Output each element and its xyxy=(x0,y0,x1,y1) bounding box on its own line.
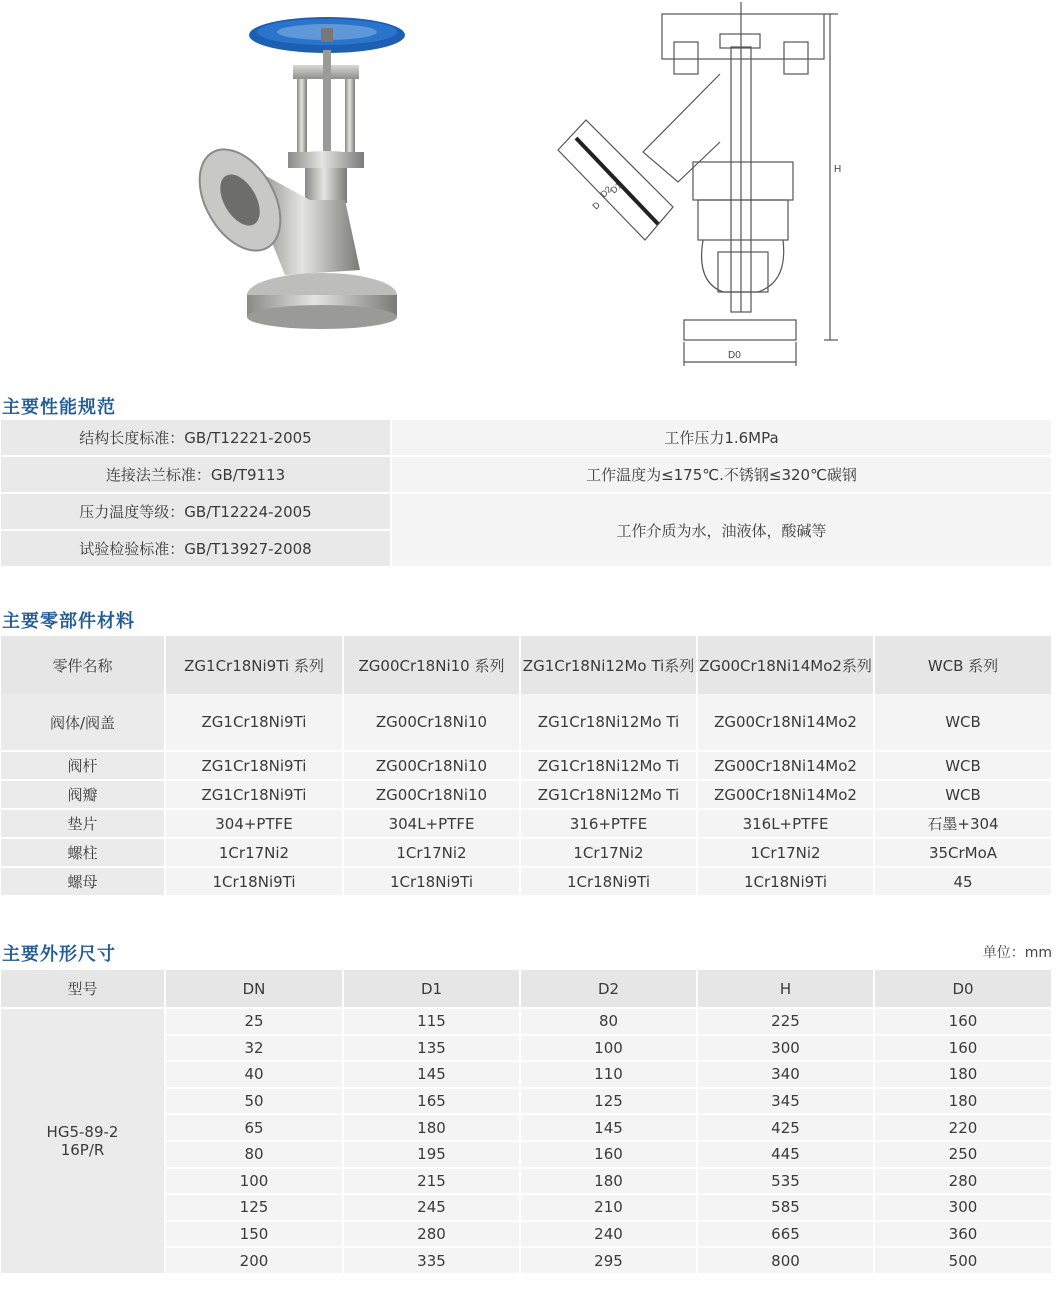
table-cell: ZG1Cr18Ni9Ti xyxy=(165,751,343,780)
table-cell: WCB xyxy=(874,751,1051,780)
table-cell: 32 xyxy=(165,1035,343,1062)
table-cell: 160 xyxy=(520,1141,697,1168)
table-cell: 150 xyxy=(165,1221,343,1248)
table-cell: 304+PTFE xyxy=(165,809,343,838)
table-row xyxy=(1,751,1051,780)
table-cell: ZG00Cr18Ni10 xyxy=(343,780,520,809)
table-cell: ZG1Cr18Ni12Mo Ti xyxy=(520,694,697,751)
table-cell: 215 xyxy=(343,1168,520,1195)
table-cell: 1Cr18Ni9Ti xyxy=(343,867,520,896)
table-cell: 250 xyxy=(874,1141,1051,1168)
part-name-cell: 垫片 xyxy=(1,809,165,838)
part-name-cell: 螺柱 xyxy=(1,838,165,867)
drawing-label-d0: D0 xyxy=(728,350,741,361)
table-cell: 100 xyxy=(165,1168,343,1195)
table-cell: 1Cr17Ni2 xyxy=(697,838,874,867)
table-cell: 1Cr18Ni9Ti xyxy=(697,867,874,896)
perf-right-cell: 工作介质为水，油液体，酸碱等 xyxy=(391,493,1051,567)
dimensions-table xyxy=(1,970,1051,1275)
column-header: 零件名称 xyxy=(1,636,165,694)
table-row xyxy=(1,780,1051,809)
table-row xyxy=(1,493,1051,530)
table-cell: 180 xyxy=(874,1088,1051,1115)
drawing-label-d2: D2 xyxy=(598,184,614,200)
table-row xyxy=(1,420,1051,456)
table-cell: 40 xyxy=(165,1061,343,1088)
table-cell: 145 xyxy=(520,1114,697,1141)
table-cell: 316+PTFE xyxy=(520,809,697,838)
table-cell: 345 xyxy=(697,1088,874,1115)
table-cell: WCB xyxy=(874,694,1051,751)
table-cell: 500 xyxy=(874,1247,1051,1274)
table-cell: ZG00Cr18Ni10 xyxy=(343,694,520,751)
table-cell: 145 xyxy=(343,1061,520,1088)
table-header-row xyxy=(1,636,1051,694)
model-line-1: HG5-89-2 xyxy=(46,1122,119,1141)
table-cell: 295 xyxy=(520,1247,697,1274)
column-header: ZG1Cr18Ni9Ti 系列 xyxy=(165,636,343,694)
table-cell: 160 xyxy=(874,1008,1051,1035)
table-cell: 280 xyxy=(343,1221,520,1248)
table-cell: 1Cr17Ni2 xyxy=(520,838,697,867)
drawing-label-d: D xyxy=(590,199,603,212)
table-cell: ZG1Cr18Ni9Ti xyxy=(165,780,343,809)
table-cell: 80 xyxy=(165,1141,343,1168)
column-header: ZG00Cr18Ni14Mo2系列 xyxy=(697,636,874,694)
table-cell: 210 xyxy=(520,1194,697,1221)
table-cell: 535 xyxy=(697,1168,874,1195)
table-cell: 445 xyxy=(697,1141,874,1168)
part-name-cell: 螺母 xyxy=(1,867,165,896)
table-cell: 1Cr17Ni2 xyxy=(165,838,343,867)
table-row xyxy=(1,1008,1051,1035)
table-row xyxy=(1,867,1051,896)
column-header: 型号 xyxy=(1,970,165,1008)
table-cell: ZG00Cr18Ni14Mo2 xyxy=(697,694,874,751)
table-cell: 225 xyxy=(697,1008,874,1035)
table-row xyxy=(1,838,1051,867)
table-row xyxy=(1,456,1051,493)
table-cell: 425 xyxy=(697,1114,874,1141)
section-title-dimensions: 主要外形尺寸 xyxy=(2,944,116,965)
section-title-performance: 主要性能规范 xyxy=(2,397,116,418)
column-header: D2 xyxy=(520,970,697,1008)
table-cell: 665 xyxy=(697,1221,874,1248)
table-cell: 800 xyxy=(697,1247,874,1274)
table-cell: 585 xyxy=(697,1194,874,1221)
drawing-label-h: H xyxy=(834,164,842,175)
table-cell: 35CrMoA xyxy=(874,838,1051,867)
perf-left-cell: 压力温度等级：GB/T12224-2005 xyxy=(1,493,391,530)
part-name-cell: 阀体/阀盖 xyxy=(1,694,165,751)
table-cell: 125 xyxy=(165,1194,343,1221)
table-cell: 300 xyxy=(697,1035,874,1062)
table-cell: 280 xyxy=(874,1168,1051,1195)
perf-left-cell: 结构长度标准：GB/T12221-2005 xyxy=(1,420,391,456)
perf-left-cell: 试验检验标准：GB/T13927-2008 xyxy=(1,530,391,567)
table-cell: 195 xyxy=(343,1141,520,1168)
column-header: DN xyxy=(165,970,343,1008)
table-cell: 316L+PTFE xyxy=(697,809,874,838)
column-header: ZG1Cr18Ni12Mo Ti系列 xyxy=(520,636,697,694)
table-cell: 25 xyxy=(165,1008,343,1035)
column-header: D0 xyxy=(874,970,1051,1008)
table-cell: 135 xyxy=(343,1035,520,1062)
table-cell: 304L+PTFE xyxy=(343,809,520,838)
table-cell: 360 xyxy=(874,1221,1051,1248)
perf-left-cell: 连接法兰标准：GB/T9113 xyxy=(1,456,391,493)
table-cell: 180 xyxy=(343,1114,520,1141)
section-title-materials: 主要零部件材料 xyxy=(2,611,135,632)
part-name-cell: 阀杆 xyxy=(1,751,165,780)
table-cell: ZG1Cr18Ni9Ti xyxy=(165,694,343,751)
perf-right-cell: 工作温度为≤175℃.不锈钢≤320℃碳钢 xyxy=(391,456,1051,493)
table-cell: 1Cr17Ni2 xyxy=(343,838,520,867)
table-cell: 340 xyxy=(697,1061,874,1088)
table-cell: 石墨+304 xyxy=(874,809,1051,838)
table-cell: 240 xyxy=(520,1221,697,1248)
table-cell: 125 xyxy=(520,1088,697,1115)
column-header: D1 xyxy=(343,970,520,1008)
table-cell: ZG00Cr18Ni14Mo2 xyxy=(697,780,874,809)
table-cell: 245 xyxy=(343,1194,520,1221)
table-cell: 200 xyxy=(165,1247,343,1274)
table-cell: 180 xyxy=(520,1168,697,1195)
materials-table xyxy=(1,636,1051,897)
table-cell: 115 xyxy=(343,1008,520,1035)
column-header: ZG00Cr18Ni10 系列 xyxy=(343,636,520,694)
performance-table xyxy=(1,420,1051,568)
drawing-label-d1: D1 xyxy=(608,180,624,196)
model-line-2: 16P/R xyxy=(60,1140,105,1159)
table-cell: 50 xyxy=(165,1088,343,1115)
table-cell: ZG00Cr18Ni10 xyxy=(343,751,520,780)
valve-photo xyxy=(185,10,415,345)
table-cell: 100 xyxy=(520,1035,697,1062)
table-cell: 160 xyxy=(874,1035,1051,1062)
table-row xyxy=(1,694,1051,751)
perf-right-cell: 工作压力1.6MPa xyxy=(391,420,1051,456)
column-header: WCB 系列 xyxy=(874,636,1051,694)
table-cell: 220 xyxy=(874,1114,1051,1141)
table-cell: 1Cr18Ni9Ti xyxy=(520,867,697,896)
table-cell: 180 xyxy=(874,1061,1051,1088)
table-cell: 45 xyxy=(874,867,1051,896)
part-name-cell: 阀瓣 xyxy=(1,780,165,809)
column-header: H xyxy=(697,970,874,1008)
table-header-row xyxy=(1,970,1051,1008)
table-cell: ZG1Cr18Ni12Mo Ti xyxy=(520,780,697,809)
table-row xyxy=(1,809,1051,838)
table-cell: 335 xyxy=(343,1247,520,1274)
table-cell: WCB xyxy=(874,780,1051,809)
table-cell: 1Cr18Ni9Ti xyxy=(165,867,343,896)
table-cell: 110 xyxy=(520,1061,697,1088)
unit-label: 单位：mm xyxy=(982,945,1052,961)
model-cell xyxy=(1,1008,165,1274)
table-cell: 300 xyxy=(874,1194,1051,1221)
table-cell: ZG1Cr18Ni12Mo Ti xyxy=(520,751,697,780)
table-cell: ZG00Cr18Ni14Mo2 xyxy=(697,751,874,780)
table-cell: 65 xyxy=(165,1114,343,1141)
table-cell: 80 xyxy=(520,1008,697,1035)
valve-drawing xyxy=(548,2,848,367)
table-cell: 165 xyxy=(343,1088,520,1115)
